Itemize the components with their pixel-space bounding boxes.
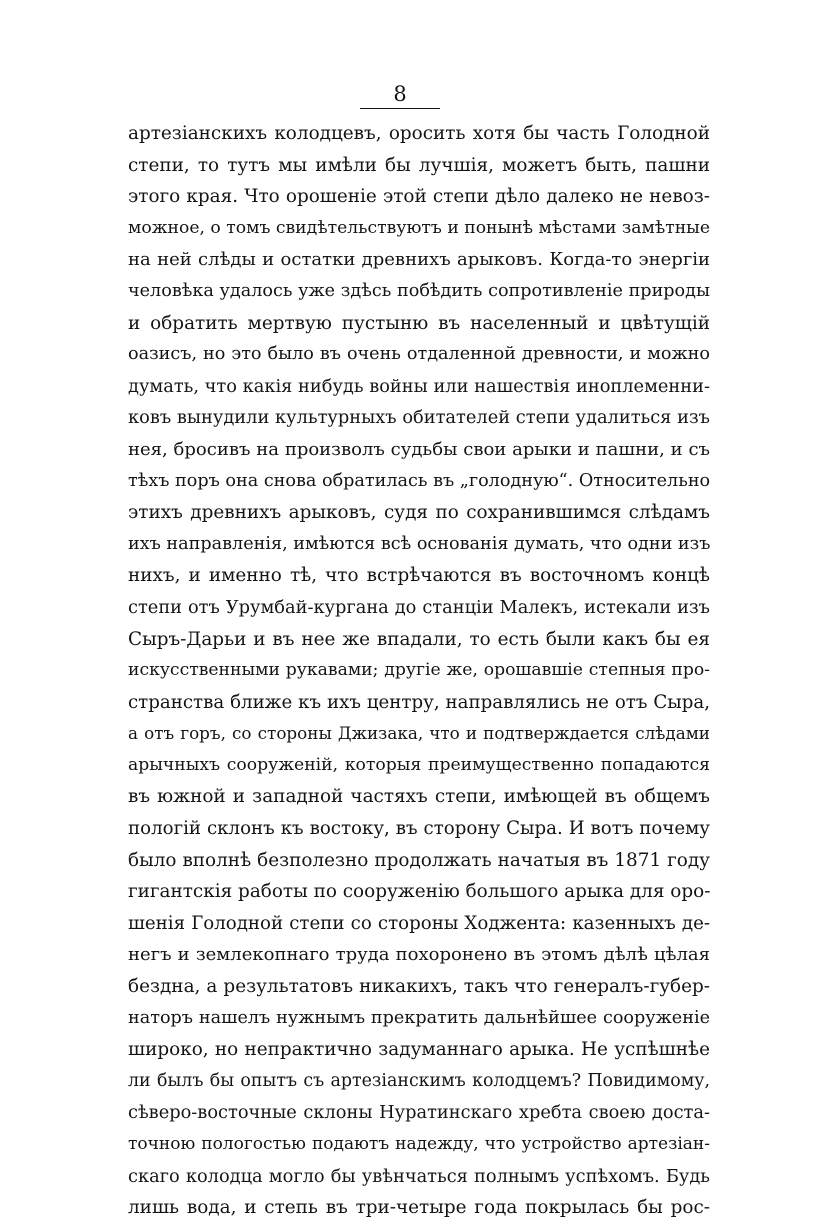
text-line: ихъ направленія, имѣются всѣ основанія думать, что одни изъ: [128, 533, 710, 554]
text-line: арычныхъ сооруженій, которыя преимущественно попадаются: [128, 754, 710, 775]
text-line: человѣка удалось уже здѣсь побѣдить сопротивленіе природы: [128, 280, 710, 301]
header-rule: [360, 108, 440, 109]
text-line: широко, но непрактично задуманнаго арыка. Не успѣшнѣе: [128, 1039, 710, 1061]
text-line: лишь вода, и степь въ три-четыре года покрылась бы рос-: [128, 1197, 710, 1219]
text-line: думать, что какія нибудь войны или нашествія иноплеменни-: [128, 375, 710, 397]
text-line: а отъ горъ, со стороны Джизака, что и подтверждается слѣдами: [128, 723, 710, 744]
text-line: тѣхъ поръ она снова обратилась въ „голодную“. Относительно: [128, 470, 710, 491]
text-line: странства ближе къ ихъ центру, направлялись не отъ Сыра,: [128, 691, 710, 713]
text-line: этого края. Что орошеніе этой степи дѣло далеко не невоз-: [128, 186, 710, 208]
text-line: Сыръ-Дарьи и въ нее же впадали, то есть были какъ бы ея: [128, 628, 710, 650]
text-line: нихъ, и именно тѣ, что встрѣчаются въ восточномъ концѣ: [128, 565, 710, 587]
text-line: наторъ нашелъ нужнымъ прекратить дальнѣйшее сооруженіе: [128, 1007, 710, 1028]
text-line: ли былъ бы опытъ съ артезіанскимъ колодцемъ? Повидимому,: [128, 1070, 710, 1091]
text-line: бездна, а результатовъ никакихъ, такъ что генералъ-губер-: [128, 976, 710, 998]
text-line: степи, то тутъ мы имѣли бы лучшія, можетъ быть, пашни: [128, 154, 710, 176]
text-line: нея, бросивъ на произволъ судьбы свои арыки и пашни, и съ: [128, 438, 710, 460]
text-line: оазисъ, но это было въ очень отдаленной древности, и можно: [128, 344, 710, 365]
text-line: сѣверо-восточные склоны Нуратинскаго хребта своею доста-: [128, 1102, 710, 1124]
text-line: гигантскія работы по сооруженію большого арыка для оро-: [128, 881, 710, 903]
text-line: и обратить мертвую пустыню въ населенный и цвѣтущій: [128, 312, 710, 334]
body-text: [128, 118, 710, 1224]
text-line: можное, о томъ свидѣтельствуютъ и понынѣ мѣстами замѣтные: [128, 217, 710, 238]
text-line: на ней слѣды и остатки древнихъ арыковъ. Когда-то энергіи: [128, 249, 710, 271]
text-line: артезіанскихъ колодцевъ, оросить хотя бы часть Голодной: [128, 123, 710, 144]
text-line: скаго колодца могло бы увѣнчаться полнымъ успѣхомъ. Будь: [128, 1165, 710, 1187]
text-line: ковъ вынудили культурныхъ обитателей степи удалиться изъ: [128, 407, 710, 429]
text-line: шенія Голодной степи со стороны Ходжента: казенныхъ де-: [128, 912, 710, 934]
text-line: пологій склонъ къ востоку, въ сторону Сыра. И вотъ почему: [128, 818, 710, 840]
text-line: этихъ древнихъ арыковъ, судя по сохранившимся слѣдамъ: [128, 502, 710, 524]
text-line: искусственными рукавами; другіе же, орошавшіе степныя про-: [128, 660, 710, 681]
text-line: негъ и землекопнаго труда похоронено въ этомъ дѣлѣ цѣлая: [128, 944, 710, 966]
text-line: было вполнѣ безполезно продолжать начатыя въ 1871 году: [128, 849, 710, 871]
text-line: въ южной и западной частяхъ степи, имѣющей въ общемъ: [128, 786, 710, 808]
text-line: точною пологостью подаютъ надежду, что устройство артезіан-: [128, 1134, 710, 1154]
page-number: 8: [393, 82, 407, 106]
text-line: степи отъ Урумбай-кургана до станціи Малекъ, истекали изъ: [128, 596, 710, 618]
